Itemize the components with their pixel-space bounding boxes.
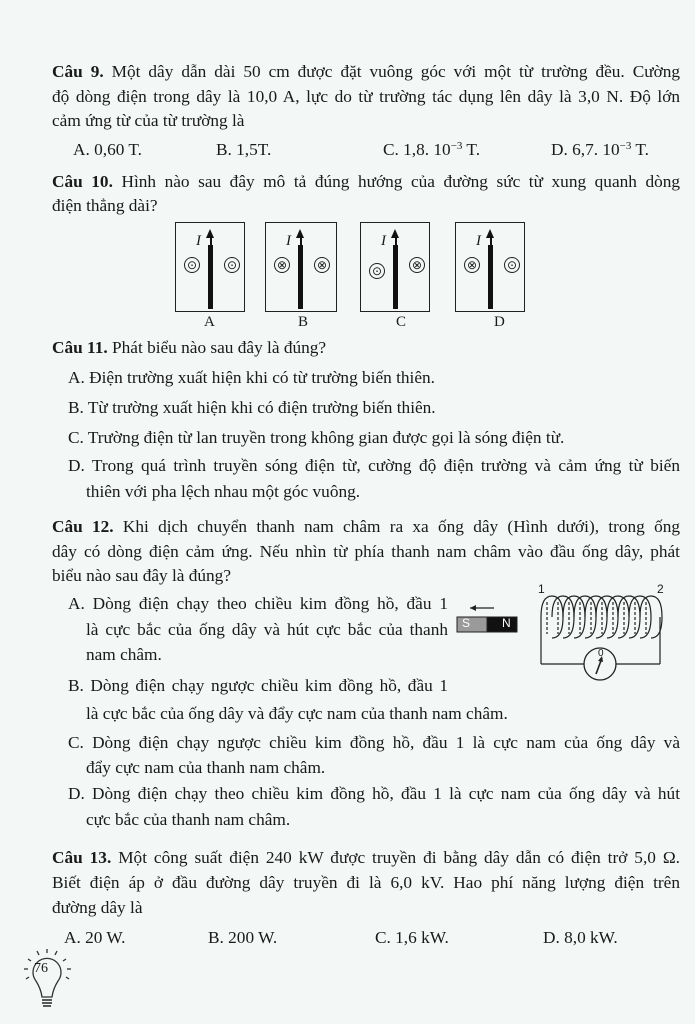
coil-magnet-figure (450, 582, 695, 702)
q12-option-b-line1: B. Dòng điện chạy ngược chiều kim đồng hồ, đầu 1 (68, 676, 448, 695)
q11-text: Phát biểu nào sau đây là đúng? (107, 338, 327, 357)
q13-option-c: C. 1,6 kW. (375, 928, 449, 947)
q12-option-b-line2: là cực bắc của ống dây và đẩy cực nam của thanh nam châm. (86, 704, 508, 723)
q12-option-a-line1: A. Dòng điện chạy theo chiều kim đồng hồ, đầu 1 (68, 594, 448, 613)
field-in-icon: ⊗ (464, 257, 480, 273)
field-in-icon: ⊗ (274, 257, 290, 273)
q11-option-a: A. Điện trường xuất hiện khi có từ trường biến thiên. (68, 368, 435, 387)
field-out-icon: ⊙ (369, 263, 385, 279)
q11-option-d-line2: thiên với pha lệch nhau một góc vuông. (86, 482, 361, 501)
q13-line2: Biết điện áp ở đầu đường dây truyền đi là 6,0 kV. Hao phí năng lượng điện trên (52, 873, 680, 892)
current-label: I (286, 233, 291, 249)
coil-end-2-label: 2 (657, 582, 664, 596)
figure-label-c: C (396, 314, 407, 330)
q13-option-a: A. 20 W. (64, 928, 126, 947)
figure-b (265, 222, 337, 312)
q9-c-base: C. 1,8. 10 (383, 140, 451, 159)
q12-text: Khi dịch chuyển thanh nam châm ra xa ống dây (Hình dưới), trong ống (113, 517, 681, 536)
q12-line1 (52, 517, 680, 537)
q9-c-exp: −3 (450, 140, 463, 152)
wire (208, 245, 213, 309)
q12-option-d-line2: cực bắc của thanh nam châm. (86, 810, 291, 829)
q12-option-c-line1: C. Dòng điện chạy ngược chiều kim đồng hồ, đầu 1 là cực nam của ống dây và (68, 733, 680, 752)
figure-d (455, 222, 525, 312)
field-out-icon: ⊙ (504, 257, 520, 273)
lightbulb-icon (20, 945, 75, 1020)
q10-line2: điện thẳng dài? (52, 196, 158, 215)
field-out-icon: ⊙ (224, 257, 240, 273)
field-in-icon: ⊗ (409, 257, 425, 273)
figure-c (360, 222, 430, 312)
figure-label-a: A (204, 314, 215, 330)
current-label: I (196, 233, 201, 249)
q13-option-b: B. 200 W. (208, 928, 278, 947)
q9-line2: độ dòng điện trong dây là 10,0 A, lực do từ trường tác dụng lên dây là 3,0 N. Độ lớn (52, 87, 680, 106)
field-out-icon: ⊙ (184, 257, 200, 273)
magnet-south-label: S (462, 616, 471, 630)
q9-d-base: D. 6,7. 10 (551, 140, 620, 159)
figure-label-b: B (298, 314, 309, 330)
q12-option-a-line3: nam châm. (86, 645, 162, 664)
q9-option-b: B. 1,5T. (216, 140, 272, 159)
q11-line1 (52, 338, 326, 358)
figure-a (175, 222, 245, 312)
q11-option-b: B. Từ trường xuất hiện khi có điện trường biến thiên. (68, 398, 436, 417)
wire (488, 245, 493, 309)
coil-end-1-label: 1 (538, 582, 545, 596)
field-in-icon: ⊗ (314, 257, 330, 273)
current-label: I (476, 233, 481, 249)
magnet-north-label: N (502, 616, 511, 630)
meter-zero-label: 0 (598, 648, 604, 659)
q11-option-d-line1: D. Trong quá trình truyền sóng điện từ, cường độ điện trường và cảm ứng từ biến (68, 456, 680, 475)
q12-label: Câu 12. (52, 517, 114, 536)
q12-option-c-line2: đẩy cực nam của thanh nam châm. (86, 758, 326, 777)
q12-line2: dây có dòng điện cảm ứng. Nếu nhìn từ phía thanh nam châm vào đầu ống dây, phát (52, 542, 680, 561)
q13-text: Một công suất điện 240 kW được truyền đi bằng dây dẫn có điện trở 5,0 Ω. (111, 848, 681, 867)
q12-line3: biểu nào sau đây là đúng? (52, 566, 231, 585)
q9-c-unit: T. (462, 140, 481, 159)
q9-line1 (52, 62, 680, 82)
figure-label-d: D (494, 314, 505, 330)
q9-option-a: A. 0,60 T. (73, 140, 142, 159)
q9-label: Câu 9. (52, 62, 104, 81)
q9-text: Một dây dẫn dài 50 cm được đặt vuông góc với một từ trường đều. Cường (103, 62, 681, 81)
q10-text: Hình nào sau đây mô tả đúng hướng của đường sức từ xung quanh dòng (112, 172, 681, 191)
q9-d-unit: T. (631, 140, 649, 159)
q11-label: Câu 11. (52, 338, 108, 357)
q9-d-exp: −3 (619, 140, 632, 152)
q12-option-a-line2: là cực bắc của ống dây và hút cực bắc của thanh (86, 620, 448, 639)
page-number: 76 (34, 961, 48, 976)
wire (393, 245, 398, 309)
q11-option-c: C. Trường điện từ lan truyền trong không gian được gọi là sóng điện từ. (68, 428, 565, 447)
coil-drawing (450, 582, 695, 702)
q10-label: Câu 10. (52, 172, 113, 191)
q13-line1 (52, 848, 680, 868)
q13-label: Câu 13. (52, 848, 112, 867)
q13-option-d: D. 8,0 kW. (543, 928, 618, 947)
q9-line3: cảm ứng từ của từ trường là (52, 111, 245, 130)
q9-option-c (383, 140, 480, 160)
wire (298, 245, 303, 309)
page-number-badge (20, 945, 75, 1020)
q13-line3: đường dây là (52, 898, 143, 917)
q10-line1 (52, 172, 680, 192)
q12-option-d-line1: D. Dòng điện chạy theo chiều kim đồng hồ, đầu 1 là cực nam của ống dây và hút (68, 784, 680, 803)
q9-option-d (551, 140, 649, 160)
current-label: I (381, 233, 386, 249)
